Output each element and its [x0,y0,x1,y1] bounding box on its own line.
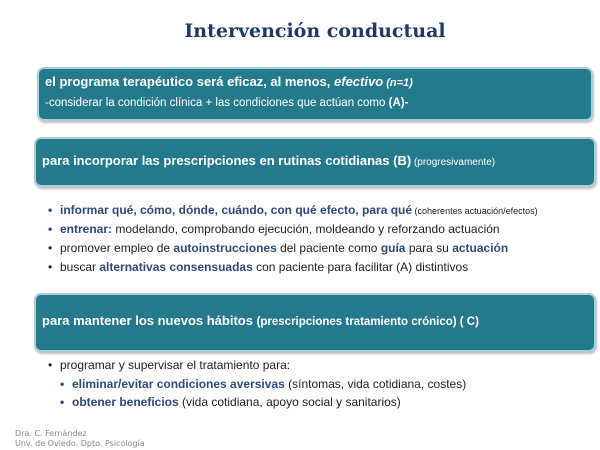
text: programar y supervisar el tratamiento para: [60,358,291,372]
text: el programa terapéutico será eficaz, al menos, [45,74,335,89]
text: promover empleo de [60,241,174,255]
text: entrenar: [60,222,113,236]
bullet-icon: • [48,203,53,217]
text: efectivo [334,74,384,89]
text: para incorporar las prescripciones en rutinas cotidianas (B) [42,153,412,168]
bullet-icon: • [48,260,53,274]
text: (prescripciones tratamiento crónico) ( C) [256,316,479,328]
text: eliminar/evitar condiciones aversivas [72,377,285,391]
sub-bullet-item [60,377,466,391]
text: informar qué, cómo, dónde, cuándo, con qué efecto, para qué [60,203,413,217]
text: autoinstrucciones [173,241,277,255]
footer-author: Dra. C. Fernández [15,429,87,438]
text: guía [380,241,406,255]
text: para mantener los nuevos hábitos [42,313,257,328]
box-effective-program [37,67,593,121]
text: para su [405,241,453,255]
bullet-item [48,260,468,274]
text: actuación [452,241,509,255]
text: del paciente como [276,241,381,255]
text: (n=1) [383,77,413,89]
text: (progresivamente) [411,157,496,168]
text: (vida cotidiana, apoyo social y sanitarios) [178,395,401,409]
bullet-icon: • [48,358,53,372]
box-incorporate [34,137,596,187]
box-maintain [34,293,596,352]
bullet-icon: • [48,222,53,236]
sub-bullet-item [60,395,401,409]
bullet-icon: • [48,241,53,255]
box1-line1 [45,74,413,89]
bullet-icon: • [60,395,65,409]
bullet-item [48,358,290,372]
bullet-item [48,241,508,255]
box2-line [42,153,495,168]
box1-line2 [45,97,408,109]
box3-line [42,313,479,328]
footer-affiliation: Unv. de Oviedo. Dpto. Psicología [15,439,145,448]
slide-title: Intervención conductual [184,20,446,42]
text: buscar [60,260,100,274]
text: obtener beneficios [72,395,179,409]
bullet-item [48,203,538,217]
bullet-item [48,222,500,236]
bullet-icon: • [60,377,65,391]
text: (coherentes actuación/efectos) [412,206,538,216]
text: -considerar la condición clínica + las condiciones que actúan como [45,97,389,109]
text: con paciente para facilitar (A) distintivos [252,260,469,274]
text: (síntomas, vida cotidiana, costes) [284,377,467,391]
text: modelando, comprobando ejecución, moldeando y reforzando actuación [112,222,500,236]
text: alternativas consensuadas [99,260,253,274]
text: (A)- [388,97,409,109]
